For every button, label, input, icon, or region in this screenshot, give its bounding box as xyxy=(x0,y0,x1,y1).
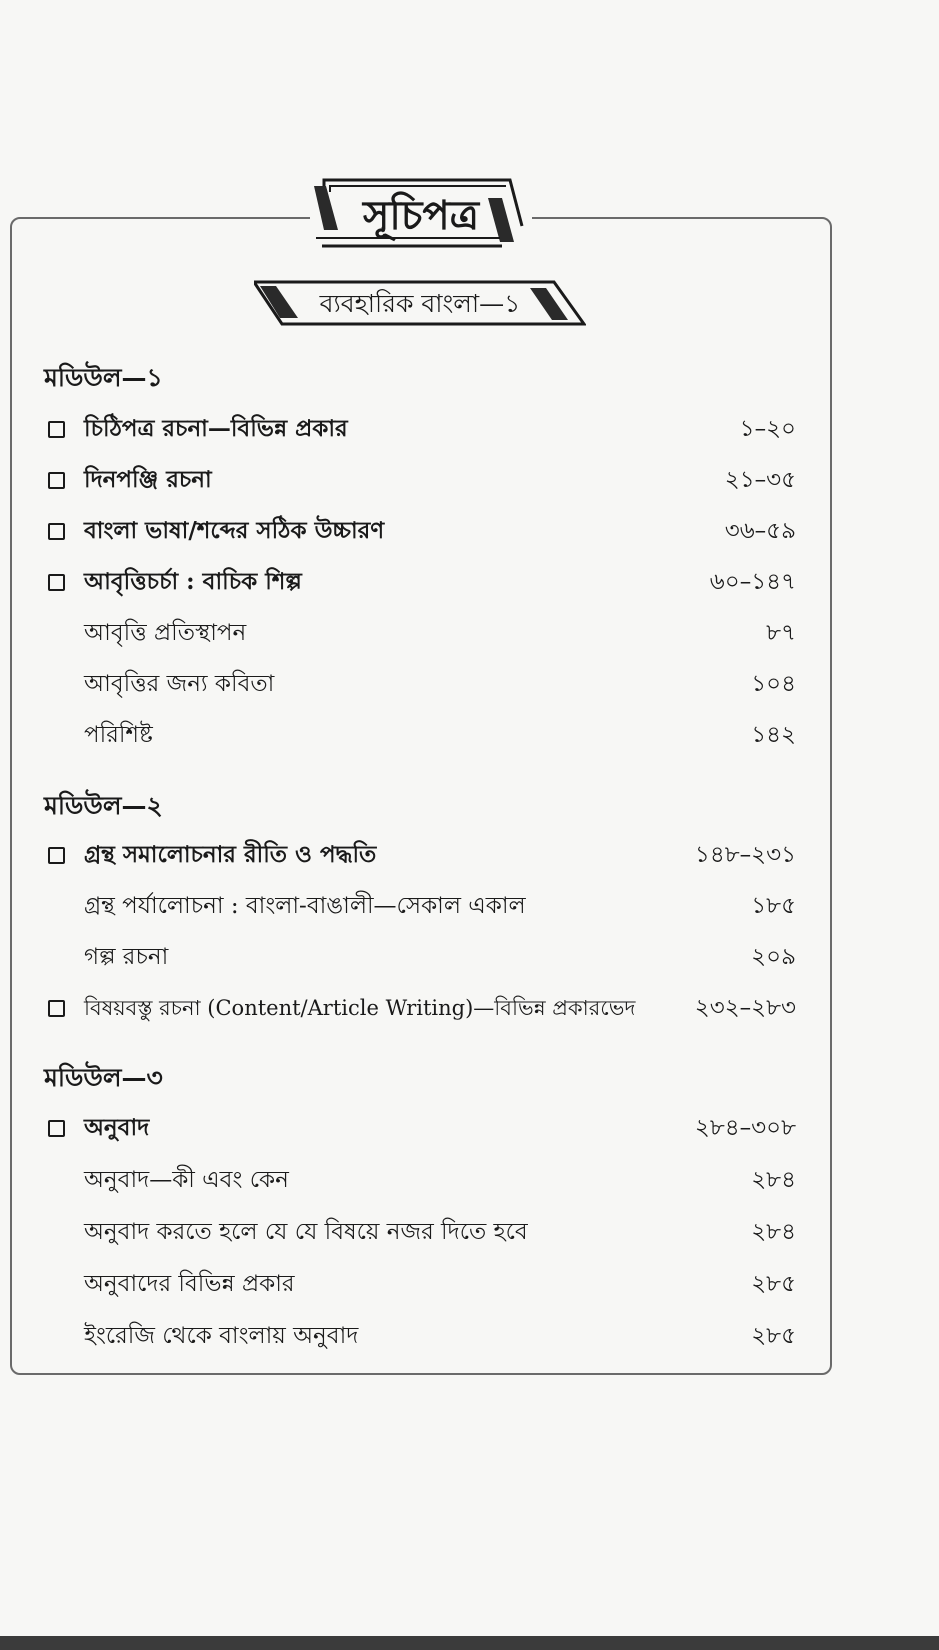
page-bottom-edge xyxy=(0,1636,939,1650)
toc-entry-pages: ২১–৩৫ xyxy=(724,467,796,493)
toc-entry-label: চিঠিপত্র রচনা—বিভিন্ন প্রকার xyxy=(84,415,348,442)
toc-entry xyxy=(44,1111,796,1151)
toc-subentry-label: পরিশিষ্ট xyxy=(84,722,153,748)
toc-subentry xyxy=(44,1163,796,1203)
toc-subentry-label: ইংরেজি থেকে বাংলায় অনুবাদ xyxy=(84,1323,359,1349)
checkbox-bullet-icon xyxy=(48,523,65,540)
toc-subentry xyxy=(44,1267,796,1307)
toc-entry-pages: ১–২০ xyxy=(739,416,796,442)
title-banner xyxy=(310,176,532,258)
toc-entry-label: বাংলা ভাষা/শব্দের সঠিক উচ্চারণ xyxy=(84,517,385,544)
module-heading: মডিউল—৩ xyxy=(44,1063,163,1092)
toc-subentry-pages: ২৮৪ xyxy=(751,1167,796,1193)
toc-subentry-pages: ২৮৫ xyxy=(751,1323,796,1349)
page-title: সূচিপত্র xyxy=(363,191,479,239)
module-heading: মডিউল—১ xyxy=(44,363,163,392)
toc-subentry-label: অনুবাদ—কী এবং কেন xyxy=(84,1167,289,1193)
checkbox-bullet-icon xyxy=(48,421,65,438)
toc-subentry xyxy=(44,616,796,656)
toc-subentry-label: গল্প রচনা xyxy=(84,944,169,970)
toc-subentry-pages: ২০৯ xyxy=(751,944,796,970)
toc-entry-pages: ২৮৪–৩০৮ xyxy=(694,1115,796,1141)
toc-entry-label: অনুবাদ xyxy=(84,1114,150,1141)
toc-subentry-pages: ১৪২ xyxy=(751,722,796,748)
toc-subentry xyxy=(44,940,796,980)
toc-entry xyxy=(44,838,796,878)
toc-entry-label: গ্রন্থ সমালোচনার রীতি ও পদ্ধতি xyxy=(84,841,377,868)
toc-entry-pages: ৬০–১৪৭ xyxy=(709,569,796,595)
toc-subentry-pages: ১০৪ xyxy=(751,671,796,697)
toc-entry-pages: ১৪৮–২৩১ xyxy=(694,842,796,868)
checkbox-bullet-icon xyxy=(48,574,65,591)
toc-entry-label: বিষয়বস্তু রচনা (Content/Article Writing)—বিভিন্ন প্রকারভেদ xyxy=(84,996,636,1020)
toc-subentry xyxy=(44,1319,796,1359)
toc-subentry xyxy=(44,889,796,929)
toc-subentry-label: আবৃত্তি প্রতিস্থাপন xyxy=(84,620,247,646)
toc-subentry xyxy=(44,667,796,707)
toc-subentry xyxy=(44,1215,796,1255)
section-subtitle: ব্যবহারিক বাংলা—১ xyxy=(319,288,521,318)
toc-entry-label: আবৃত্তিচর্চা : বাচিক শিল্প xyxy=(84,568,302,595)
toc-entry xyxy=(44,463,796,503)
toc-subentry-pages: ২৮৪ xyxy=(751,1219,796,1245)
toc-subentry-label: অনুবাদের বিভিন্ন প্রকার xyxy=(84,1271,295,1297)
toc-entry xyxy=(44,991,796,1031)
checkbox-bullet-icon xyxy=(48,1120,65,1137)
toc-entry-pages: ৩৬–৫৯ xyxy=(724,518,796,544)
toc-subentry xyxy=(44,718,796,758)
toc-entry xyxy=(44,412,796,452)
checkbox-bullet-icon xyxy=(48,472,65,489)
toc-entry-label: দিনপঞ্জি রচনা xyxy=(84,466,212,493)
toc-subentry-pages: ১৮৫ xyxy=(751,893,796,919)
checkbox-bullet-icon xyxy=(48,1000,65,1017)
toc-subentry-label: আবৃত্তির জন্য কবিতা xyxy=(84,671,275,697)
checkbox-bullet-icon xyxy=(48,847,65,864)
toc-entry-pages: ২৩২–২৮৩ xyxy=(694,995,796,1021)
toc-subentry-pages: ৮৭ xyxy=(766,620,796,646)
toc-subentry-pages: ২৮৫ xyxy=(751,1271,796,1297)
module-heading: মডিউল—২ xyxy=(44,791,163,820)
toc-entry xyxy=(44,565,796,605)
subtitle-banner xyxy=(254,280,586,332)
toc-subentry-label: অনুবাদ করতে হলে যে যে বিষয়ে নজর দিতে হবে xyxy=(84,1219,528,1245)
toc-subentry-label: গ্রন্থ পর্যালোচনা : বাংলা-বাঙালী—সেকাল একাল xyxy=(84,893,526,919)
toc-entry xyxy=(44,514,796,554)
